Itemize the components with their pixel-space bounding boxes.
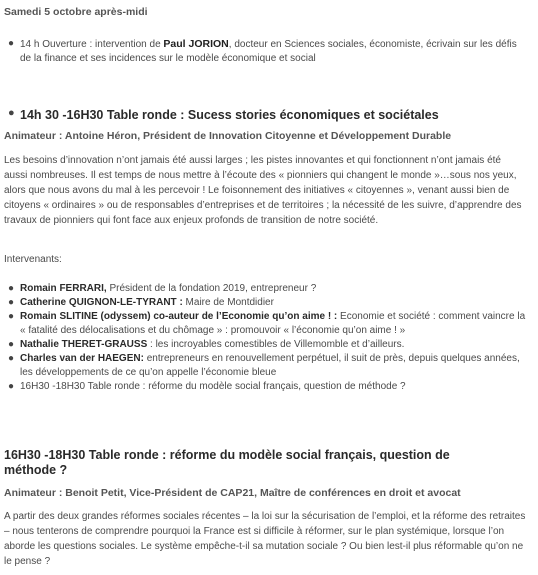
bullet-icon: ● xyxy=(8,311,15,322)
bullet-icon: ● xyxy=(8,339,15,350)
bullet-icon: ● xyxy=(8,38,15,49)
opening-rest: , docteur en Sciences sociales, économiste, écrivain sur les défis de la finance et ses incidences sur le modèle économique et social xyxy=(20,39,517,64)
speaker-desc: entrepreneurs en renouvellement perpétuel, il suit de près, depuis quelques années, les développements de ce qu’on appelle l’économie bleue xyxy=(20,353,520,378)
list-item xyxy=(4,380,526,394)
panel1-animator: Animateur : Antoine Héron, Président de Innovation Citoyenne et Développement Durable xyxy=(4,130,452,142)
bullet-icon: ● xyxy=(8,353,15,364)
speaker-name: Nathalie THERET-GRAUSS xyxy=(20,339,148,350)
list-item xyxy=(4,37,526,66)
speaker-desc: Président de la fondation 2019, entrepreneur ? xyxy=(106,283,317,294)
speaker-name: Romain FERRARI, xyxy=(20,283,107,294)
bullet-icon: ● xyxy=(8,381,15,392)
speaker-name: Catherine QUIGNON-LE-TYRANT : xyxy=(20,297,183,308)
opening-speaker: Paul JORION xyxy=(163,38,229,50)
list-item xyxy=(4,106,526,124)
panel2-description: A partir des deux grandes réformes sociales récentes – la loi sur la sécurisation de l’emploi, et la réforme des retraites – nous tenterons de comprendre pourquoi la France est si difficile à réformer, sur le plan systémique, lorsque l’on aborde les questions sociales. Le système empêche-t-il sa mutation sociale ? Ou bien lest-il plus réformable qu’on ne le pense ? xyxy=(4,511,526,567)
speaker-name: Charles van der HAEGEN: xyxy=(20,353,144,364)
opening-time-text: 14 h Ouverture : intervention de xyxy=(20,39,164,50)
panel2-animator: Animateur : Benoit Petit, Vice-Président de CAP21, Maître de conférences en droit et avocat xyxy=(4,487,461,499)
bullet-icon: ● xyxy=(8,297,15,308)
speaker-desc: Maire de Montdidier xyxy=(182,297,274,308)
panel1-title: 14h 30 -16H30 Table ronde : Sucess stories économiques et sociétales xyxy=(20,108,439,122)
panel1-title-list xyxy=(4,106,526,124)
speakers-label: Intervenants: xyxy=(4,254,62,265)
speakers-list xyxy=(4,282,526,394)
panel1-description: Les besoins d’innovation n’ont jamais été aussi larges ; les pistes innovantes et qui fonctionnent n’ont jamais été aussi nombreuses. Il est temps de nous mettre à l’écoute des « pionniers qui changent le monde »…sous nos yeux, alors que nous avons du mal à les percevoir ! Le foisonnement des initiatives « citoyennes », venant aussi bien de citoyens « ordinaires » ou de responsables d’entreprises et de territoires ; la nécessité de les suivre, d’apprendre des travaux de pionniers qui font face aux enjeux profonds de transition de notre société. xyxy=(4,155,522,226)
list-item xyxy=(4,296,526,310)
speaker-desc: Economie et société : comment vaincre la « fatalité des délocalisations et du chômage » : promouvoir « l’économie qu’on aime ! » xyxy=(20,311,526,336)
panel2-title: 16H30 -18H30 Table ronde : réforme du modèle social français, question de méthode ? xyxy=(4,448,450,477)
day-heading: Samedi 5 octobre après-midi xyxy=(4,6,148,18)
opening-list xyxy=(4,37,526,66)
bullet-icon: ● xyxy=(8,107,15,119)
speaker-name: Romain SLITINE (odyssem) co-auteur de l’Economie qu’on aime ! : xyxy=(20,311,338,322)
speaker-desc: : les incroyables comestibles de Villemomble et d’ailleurs. xyxy=(147,339,405,350)
list-item xyxy=(4,282,526,296)
list-item xyxy=(4,338,526,352)
speaker-desc: 16H30 -18H30 Table ronde : réforme du modèle social français, question de méthode ? xyxy=(20,381,406,392)
bullet-icon: ● xyxy=(8,283,15,294)
list-item xyxy=(4,352,526,380)
list-item xyxy=(4,310,526,338)
